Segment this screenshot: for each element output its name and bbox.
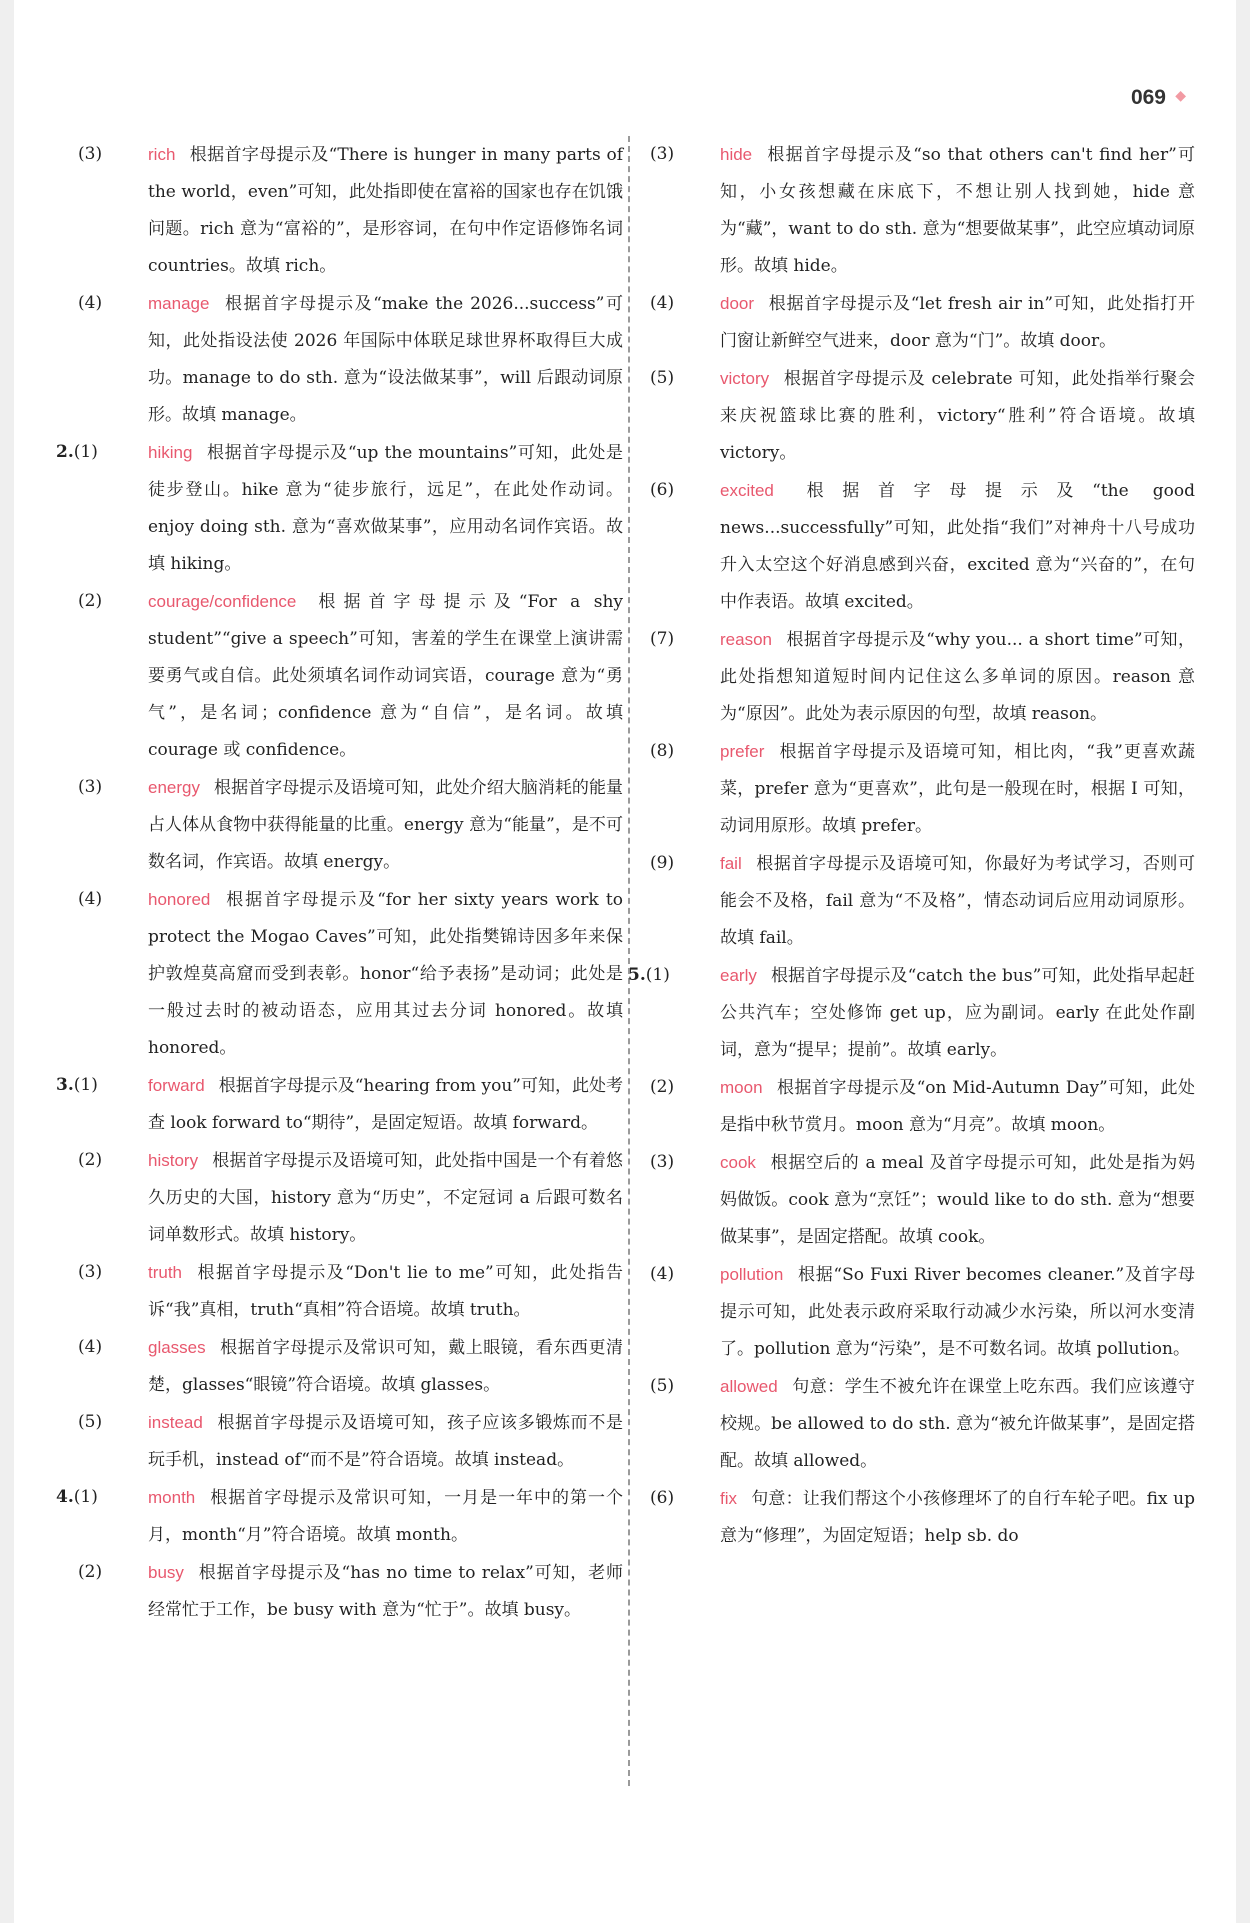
question-marker bbox=[78, 1554, 102, 1591]
question-marker bbox=[650, 1069, 674, 1106]
answer-item bbox=[56, 434, 623, 583]
explanation-text: 根据首字母提示及常识可知，戴上眼镜，看东西更清楚，glasses“眼镜”符合语境。故填 glasses。 bbox=[148, 1338, 623, 1395]
explanation-text: 根据首字母提示及“make the 2026...success”可知，此处指设法使 2026 年国际中体联足球世界杯取得巨大成功。manage to do sth. 意为“设法做某事”，will 后跟动词原形。故填 manage。 bbox=[148, 294, 623, 425]
answer-item bbox=[628, 957, 1195, 1069]
explanation-text: 根据首字母提示及“on Mid-Autumn Day”可知，此处是指中秋节赏月。moon 意为“月亮”。故填 moon。 bbox=[720, 1078, 1195, 1135]
question-marker bbox=[650, 472, 674, 509]
answer-item bbox=[78, 1254, 623, 1329]
item-number: (2) bbox=[78, 1150, 103, 1170]
answer-word: hide bbox=[720, 145, 753, 164]
item-number: (5) bbox=[650, 368, 675, 388]
answer-item bbox=[650, 472, 1195, 621]
answer-word: month bbox=[148, 1488, 196, 1507]
item-number: (3) bbox=[78, 1262, 103, 1282]
question-marker bbox=[650, 1480, 674, 1517]
explanation-text: 根据首字母提示及“For a shy student”“give a speech”可知，害羞的学生在课堂上演讲需要勇气或自信。此处须填名词作动词宾语，courage 意为“勇气”，是名词；confidence 意为“自信”，是名词。故填 courage 或 confidence。 bbox=[148, 592, 623, 760]
group-number: 5. bbox=[628, 965, 646, 985]
question-marker bbox=[650, 1368, 674, 1405]
question-marker bbox=[78, 881, 102, 918]
explanation-text: 根据首字母提示及语境可知，此处介绍大脑消耗的能量占人体从食物中获得能量的比重。energy 意为“能量”，是不可数名词，作宾语。故填 energy。 bbox=[148, 778, 623, 872]
answer-item bbox=[78, 881, 623, 1067]
answer-word: pollution bbox=[720, 1265, 784, 1284]
answer-item bbox=[650, 285, 1195, 360]
explanation-text: 根据首字母提示及“hearing from you”可知，此处考查 look forward to“期待”，是固定短语。故填 forward。 bbox=[148, 1076, 623, 1133]
answer-item bbox=[78, 285, 623, 434]
answer-item bbox=[650, 621, 1195, 733]
answer-item bbox=[650, 1069, 1195, 1144]
explanation-text: 根据首字母提示及“the good news...successfully”可知，此处指“我们”对神舟十八号成功升入太空这个好消息感到兴奋，excited 意为“兴奋的”，在句中作表语。故填 excited。 bbox=[720, 481, 1195, 612]
question-marker bbox=[78, 1142, 102, 1179]
answer-word: moon bbox=[720, 1078, 763, 1097]
explanation-text: 根据“So Fuxi River becomes cleaner.”及首字母提示可知，此处表示政府采取行动减少水污染，所以河水变清了。pollution 意为“污染”，是不可数名词。故填 pollution。 bbox=[720, 1265, 1195, 1359]
question-marker bbox=[78, 1254, 102, 1291]
explanation-text: 根据首字母提示及 celebrate 可知，此处指举行聚会来庆祝篮球比赛的胜利，victory“胜利”符合语境。故填 victory。 bbox=[720, 369, 1195, 463]
item-number: (6) bbox=[650, 480, 675, 500]
explanation-text: 根据首字母提示及“for her sixty years work to protect the Mogao Caves”可知，此处指樊锦诗因多年来保护敦煌莫高窟而受到表彰。honor“给予表扬”是动词；此处是一般过去时的被动语态，应用其过去分词 honored。故填 honored。 bbox=[148, 890, 623, 1058]
item-number: (2) bbox=[78, 591, 103, 611]
answer-word: hiking bbox=[148, 443, 193, 462]
answer-item bbox=[650, 360, 1195, 472]
question-marker bbox=[650, 621, 674, 658]
answer-item bbox=[650, 845, 1195, 957]
explanation-text: 根据首字母提示及语境可知，你最好为考试学习，否则可能会不及格，fail 意为“不及格”，情态动词后应用动词原形。故填 fail。 bbox=[720, 854, 1195, 948]
diamond-icon: ◆ bbox=[1175, 88, 1186, 104]
item-number: (9) bbox=[650, 853, 675, 873]
column-divider bbox=[628, 136, 630, 1786]
item-number: (5) bbox=[650, 1376, 675, 1396]
question-marker bbox=[78, 769, 102, 806]
item-number: (4) bbox=[650, 293, 675, 313]
item-number: (4) bbox=[78, 889, 103, 909]
explanation-text: 根据首字母提示及“There is hunger in many parts of the world，even”可知，此处指即使在富裕的国家也存在饥饿问题。rich 意为“富裕的”，是形容词，在句中作定语修饰名词 countries。故填 rich。 bbox=[148, 145, 623, 276]
explanation-text: 根据首字母提示及语境可知，孩子应该多锻炼而不是玩手机，instead of“而不是”符合语境。故填 instead。 bbox=[148, 1413, 623, 1470]
answer-word: door bbox=[720, 294, 755, 313]
item-number: (8) bbox=[650, 741, 675, 761]
item-number: (6) bbox=[650, 1488, 675, 1508]
item-number: (2) bbox=[78, 1562, 103, 1582]
explanation-text: 句意：让我们帮这个小孩修理坏了的自行车轮子吧。fix up 意为“修理”，为固定短语；help sb. do bbox=[720, 1489, 1195, 1546]
item-number: (4) bbox=[78, 293, 103, 313]
question-marker bbox=[650, 733, 674, 770]
question-marker bbox=[650, 1256, 674, 1293]
answer-item bbox=[650, 1256, 1195, 1368]
item-number: (4) bbox=[78, 1337, 103, 1357]
answer-item bbox=[78, 769, 623, 881]
answer-word: glasses bbox=[148, 1338, 206, 1357]
explanation-text: 根据首字母提示及语境可知，此处指中国是一个有着悠久历史的大国，history 意为“历史”，不定冠词 a 后跟可数名词单数形式。故填 history。 bbox=[148, 1151, 623, 1245]
explanation-text: 根据空后的 a meal 及首字母提示可知，此处是指为妈妈做饭。cook 意为“烹饪”；would like to do sth. 意为“想要做某事”，是固定搭配。故填 cook。 bbox=[720, 1153, 1195, 1247]
answer-word: rich bbox=[148, 145, 176, 164]
question-marker bbox=[78, 285, 102, 322]
answer-item bbox=[78, 1554, 623, 1629]
answer-item bbox=[650, 733, 1195, 845]
answer-item bbox=[650, 1368, 1195, 1480]
item-number: (1) bbox=[645, 965, 670, 985]
question-marker bbox=[650, 1144, 674, 1181]
question-marker bbox=[650, 136, 674, 173]
answer-word: excited bbox=[720, 481, 774, 500]
answer-word: allowed bbox=[720, 1377, 778, 1396]
question-marker bbox=[56, 434, 98, 471]
right-column bbox=[628, 136, 1195, 1555]
item-number: (3) bbox=[78, 144, 103, 164]
answer-item bbox=[650, 1480, 1195, 1555]
group-number: 4. bbox=[56, 1487, 74, 1507]
explanation-text: 句意：学生不被允许在课堂上吃东西。我们应该遵守校规。be allowed to do sth. 意为“被允许做某事”，是固定搭配。故填 allowed。 bbox=[720, 1377, 1195, 1471]
answer-word: fix bbox=[720, 1489, 737, 1508]
answer-word: manage bbox=[148, 294, 210, 313]
answer-item bbox=[650, 1144, 1195, 1256]
question-marker bbox=[78, 583, 102, 620]
question-marker bbox=[78, 136, 102, 173]
item-number: (1) bbox=[73, 1075, 98, 1095]
question-marker bbox=[78, 1329, 102, 1366]
explanation-text: 根据首字母提示及“has no time to relax”可知，老师经常忙于工作，be busy with 意为“忙于”。故填 busy。 bbox=[148, 1563, 623, 1620]
question-marker bbox=[56, 1479, 98, 1516]
explanation-text: 根据首字母提示及“let fresh air in”可知，此处指打开门窗让新鲜空气进来，door 意为“门”。故填 door。 bbox=[720, 294, 1195, 351]
question-marker bbox=[650, 845, 674, 882]
explanation-text: 根据首字母提示及“catch the bus”可知，此处指早起赶公共汽车；空处修饰 get up，应为副词。early 在此处作副词，意为“提早；提前”。故填 early。 bbox=[720, 966, 1195, 1060]
item-number: (1) bbox=[73, 1487, 98, 1507]
answer-item bbox=[56, 1479, 623, 1554]
explanation-text: 根据首字母提示及“why you... a short time”可知，此处指想知道短时间内记住这么多单词的原因。reason 意为“原因”。此处为表示原因的句型，故填 reason。 bbox=[720, 630, 1195, 724]
explanation-text: 根据首字母提示及常识可知，一月是一年中的第一个月，month“月”符合语境。故填 month。 bbox=[148, 1488, 623, 1545]
answer-word: fail bbox=[720, 854, 742, 873]
answer-word: instead bbox=[148, 1413, 203, 1432]
answer-item bbox=[78, 136, 623, 285]
answer-word: energy bbox=[148, 778, 200, 797]
item-number: (5) bbox=[78, 1412, 103, 1432]
answer-item bbox=[78, 583, 623, 769]
answer-word: forward bbox=[148, 1076, 205, 1095]
answer-word: honored bbox=[148, 890, 211, 909]
explanation-text: 根据首字母提示及“so that others can't find her”可知，小女孩想藏在床底下，不想让别人找到她，hide 意为“藏”，want to do sth. 意为“想要做某事”，此空应填动词原形。故填 hide。 bbox=[720, 145, 1195, 276]
question-marker bbox=[650, 285, 674, 322]
question-marker bbox=[78, 1404, 102, 1441]
left-column bbox=[56, 136, 623, 1629]
answer-word: reason bbox=[720, 630, 772, 649]
answer-word: busy bbox=[148, 1563, 184, 1582]
item-number: (3) bbox=[78, 777, 103, 797]
question-marker bbox=[56, 1067, 98, 1104]
answer-item bbox=[650, 136, 1195, 285]
answer-word: victory bbox=[720, 369, 770, 388]
answer-word: history bbox=[148, 1151, 199, 1170]
answer-item bbox=[78, 1329, 623, 1404]
answer-word: early bbox=[720, 966, 757, 985]
answer-page bbox=[14, 0, 1236, 1923]
answer-item bbox=[78, 1142, 623, 1254]
answer-word: prefer bbox=[720, 742, 765, 761]
answer-item bbox=[78, 1404, 623, 1479]
explanation-text: 根据首字母提示及“Don't lie to me”可知，此处指告诉“我”真相，truth“真相”符合语境。故填 truth。 bbox=[148, 1263, 623, 1320]
question-marker bbox=[650, 360, 674, 397]
answer-word: truth bbox=[148, 1263, 183, 1282]
item-number: (7) bbox=[650, 629, 675, 649]
item-number: (3) bbox=[650, 1152, 675, 1172]
answer-item bbox=[56, 1067, 623, 1142]
explanation-text: 根据首字母提示及语境可知，相比肉，“我”更喜欢蔬菜，prefer 意为“更喜欢”，此句是一般现在时，根据 I 可知，动词用原形。故填 prefer。 bbox=[720, 742, 1195, 836]
answer-word: courage/confidence bbox=[148, 592, 297, 611]
page-number: 069 bbox=[1130, 86, 1166, 109]
answer-word: cook bbox=[720, 1153, 756, 1172]
item-number: (1) bbox=[73, 442, 98, 462]
group-number: 3. bbox=[56, 1075, 74, 1095]
explanation-text: 根据首字母提示及“up the mountains”可知，此处是徒步登山。hike 意为“徒步旅行，远足”，在此处作动词。enjoy doing sth. 意为“喜欢做某事”，应用动名词作宾语。故填 hiking。 bbox=[148, 443, 623, 574]
group-number: 2. bbox=[56, 442, 74, 462]
item-number: (2) bbox=[650, 1077, 675, 1097]
item-number: (4) bbox=[650, 1264, 675, 1284]
question-marker bbox=[628, 957, 670, 994]
item-number: (3) bbox=[650, 144, 675, 164]
